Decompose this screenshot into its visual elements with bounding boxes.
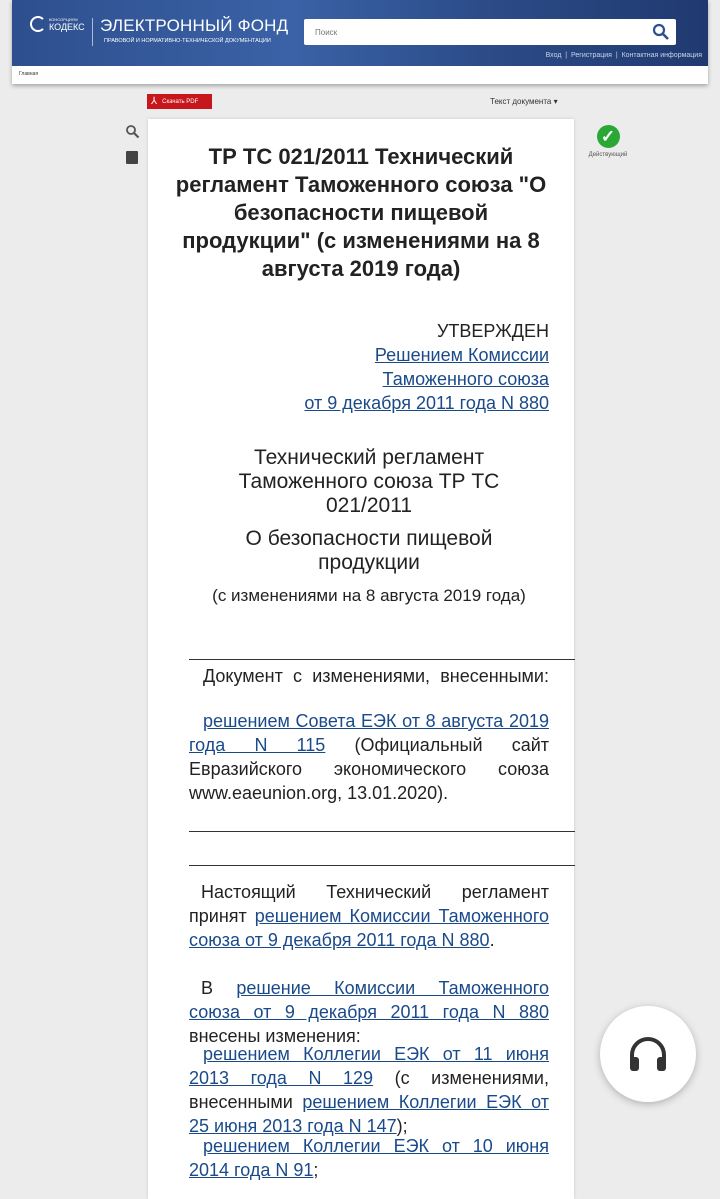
amendment-paragraph xyxy=(189,709,549,805)
kodeks-logo[interactable] xyxy=(30,16,85,32)
doc-view-label: Текст документа xyxy=(490,97,552,106)
amendment-link[interactable]: решением Коллегии ЕЭК от 10 июня 2014 года N 91 xyxy=(189,1136,549,1180)
approval-link[interactable]: от 9 декабря 2011 года N 880 xyxy=(304,393,549,413)
separator xyxy=(189,865,575,866)
banner xyxy=(12,0,708,66)
breadcrumb-home[interactable]: Главная xyxy=(19,71,39,77)
register-link[interactable]: Регистрация xyxy=(571,52,612,59)
document-view-dropdown[interactable] xyxy=(490,97,558,106)
divider xyxy=(92,18,93,46)
logo-text: КОДЕКС xyxy=(49,21,85,32)
approved-label: УТВЕРЖДЕН xyxy=(436,321,549,341)
search-icon[interactable] xyxy=(125,124,140,139)
contacts-link[interactable]: Контактная информация xyxy=(621,52,702,59)
amended-pre: В xyxy=(201,978,237,998)
changes-intro: Документ с изменениями, внесенными: xyxy=(203,666,549,686)
brand-subtitle: ПРАВОВОЙ И НОРМАТИВНО-ТЕХНИЧЕСКОЙ ДОКУМЕНТАЦИИ xyxy=(104,38,271,44)
amendment-link[interactable]: решением Совета ЕЭК от 8 августа 2019 года N 115 xyxy=(189,711,549,755)
status-label: Действующий xyxy=(588,152,628,158)
header-links: Вход | Регистрация | Контактная информация xyxy=(545,52,702,59)
punct: ; xyxy=(313,1160,319,1180)
amendment-item xyxy=(189,1042,549,1138)
amendment-link[interactable]: решением Коллегии ЕЭК от 11 июня 2013 года N 129 xyxy=(189,1044,549,1088)
caret-down-icon: ▾ xyxy=(553,97,558,106)
search-input[interactable] xyxy=(304,19,634,45)
search-box xyxy=(304,19,676,45)
document-title: ТР ТС 021/2011 Технический регламент Таможенного союза "О безопасности пищевой продукции" (с изменениями на 8 августа 2019 года) xyxy=(175,144,547,281)
amendment-source: (Официальный сайт Евразийского экономического союза www.eaeunion.org, 13.01.2020). xyxy=(189,735,550,803)
pdf-label: Скачать PDF xyxy=(162,98,199,105)
separator xyxy=(189,831,575,832)
amendment-link[interactable]: решением Коллегии ЕЭК от 25 июня 2013 года N 147 xyxy=(189,1092,549,1136)
amended-link[interactable]: решение Комиссии Таможенного союза от 9 декабря 2011 года N 880 xyxy=(189,978,549,1022)
search-icon[interactable] xyxy=(652,23,670,41)
status-badge xyxy=(585,125,631,158)
download-pdf-button[interactable] xyxy=(147,94,212,109)
approval-link[interactable]: Решением Комиссии xyxy=(374,345,549,365)
audio-assistant-button[interactable] xyxy=(600,1006,696,1102)
regulation-heading: Технический регламент Таможенного союза ТР ТС 021/2011 xyxy=(238,446,500,517)
punct: ); xyxy=(396,1116,408,1136)
adoption-link[interactable]: решением Комиссии Таможенного союза от 9 декабря 2011 года N 880 xyxy=(189,906,549,950)
headphones-icon xyxy=(627,1035,669,1073)
amendment-item xyxy=(189,1134,549,1182)
pdf-icon: ⅄ xyxy=(151,96,158,107)
logo-mark-icon xyxy=(30,16,46,32)
changes-note: (с изменениями на 8 августа 2019 года) xyxy=(212,586,526,605)
regulation-subheading: О безопасности пищевой продукции xyxy=(245,527,493,574)
amended-paragraph xyxy=(189,976,549,1048)
check-icon: ✓ xyxy=(597,125,620,148)
logo-small: КОНСОРЦИУМ xyxy=(49,16,78,22)
site-header xyxy=(12,0,708,84)
login-link[interactable]: Вход xyxy=(545,52,562,59)
separator xyxy=(189,659,575,660)
amendment-text: (с изменениями, внесенными xyxy=(189,1068,549,1112)
adoption-paragraph: Настоящий Технический регламент принят решением Комиссии Таможенного союза от 9 декабря 2011 года N 880. xyxy=(189,882,549,950)
adoption-text: Настоящий Технический регламент принят xyxy=(189,882,549,926)
approval-block xyxy=(189,319,549,415)
brand-title: ЭЛЕКТРОННЫЙ ФОНД xyxy=(100,16,289,35)
bookmark-icon[interactable] xyxy=(125,150,139,165)
amended-text: внесены изменения: xyxy=(189,1026,361,1046)
approval-link[interactable]: Таможенного союза xyxy=(382,369,549,389)
